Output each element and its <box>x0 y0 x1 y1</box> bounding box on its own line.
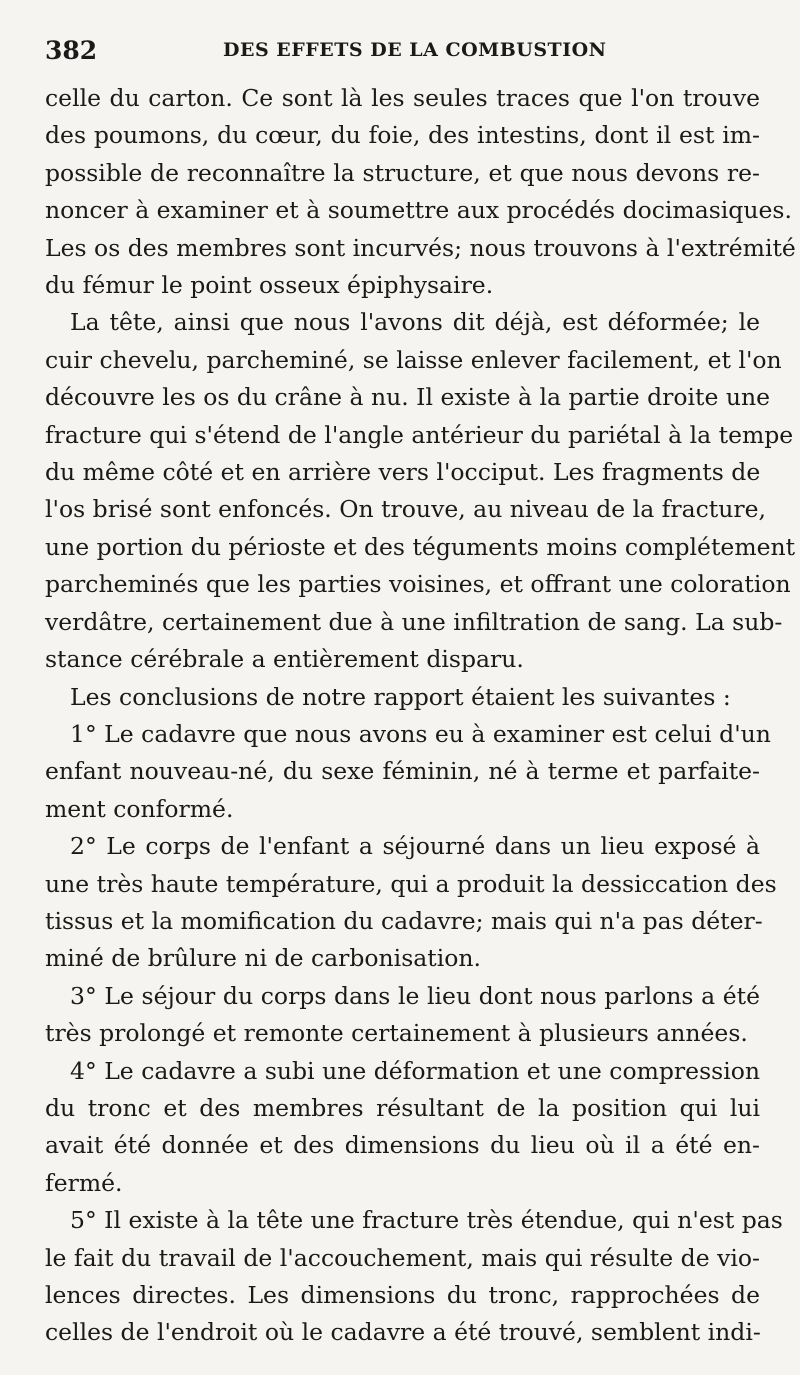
text-line: lences directes. Les dimensions du tronc, rapprochées de <box>45 1281 760 1309</box>
text-line: possible de reconnaître la structure, et que nous devons re- <box>45 158 760 187</box>
text-line: miné de brûlure ni de carbonisation. <box>45 944 481 973</box>
text-line: du fémur le point osseux épiphysaire. <box>45 271 494 300</box>
text-line: Les conclusions de notre rapport étaient les suivantes : <box>70 682 731 711</box>
text-line: noncer à examiner et à soumettre aux procédés docimasiques. <box>45 196 792 225</box>
text-line: fermé. <box>45 1168 123 1197</box>
paragraph <box>45 716 771 828</box>
text-line: 4° Le cadavre a subi une déformation et une compression <box>70 1056 760 1085</box>
page-number: 382 <box>45 36 98 65</box>
text-line: très prolongé et remonte certainement à plusieurs années. <box>45 1019 748 1048</box>
text-line: fracture qui s'étend de l'angle antérieur du pariétal à la tempe <box>45 420 794 449</box>
page-header <box>45 30 760 66</box>
text-line: l'os brisé sont enfoncés. On trouve, au niveau de la fracture, <box>45 495 766 524</box>
text-line: découvre les os du crâne à nu. Il existe à la partie droite une <box>45 383 771 412</box>
text-line: du même côté et en arrière vers l'occiput. Les fragments de <box>45 458 761 487</box>
paragraph <box>45 80 796 304</box>
paragraph <box>45 1202 783 1352</box>
text-line: 2° Le corps de l'enfant a séjourné dans un lieu exposé à <box>70 832 760 861</box>
paragraph <box>45 304 796 678</box>
paragraph <box>45 679 760 716</box>
text-line: 1° Le cadavre que nous avons eu à examiner est celui d'un <box>70 719 771 748</box>
text-line: verdâtre, certainement due à une infiltration de sang. La sub- <box>45 607 783 636</box>
text-line: du tronc et des membres résultant de la position qui lui <box>45 1093 760 1122</box>
body-text <box>45 80 796 1352</box>
text-line: le fait du travail de l'accouchement, mais qui résulte de vio- <box>45 1243 760 1272</box>
text-line: cuir chevelu, parcheminé, se laisse enlever facilement, et l'on <box>45 345 782 374</box>
text-line: une portion du périoste et des téguments moins complétement <box>45 532 796 561</box>
text-line: enfant nouveau-né, du sexe féminin, né à terme et parfaite- <box>45 757 760 786</box>
text-line: ment conformé. <box>45 794 234 823</box>
text-line: Les os des membres sont incurvés; nous trouvons à l'extrémité <box>45 233 796 262</box>
text-line: tissus et la momification du cadavre; mais qui n'a pas déter- <box>45 906 763 935</box>
text-line: 5° Il existe à la tête une fracture très étendue, qui n'est pas <box>70 1206 783 1235</box>
text-line: celle du carton. Ce sont là les seules traces que l'on trouve <box>45 84 760 112</box>
text-line: avait été donnée et des dimensions du lieu où il a été en- <box>45 1131 760 1160</box>
paragraph <box>45 978 760 1053</box>
text-line: une très haute température, qui a produit la dessiccation des <box>45 869 777 898</box>
text-line: La tête, ainsi que nous l'avons dit déjà, est déformée; le <box>70 308 760 337</box>
paragraph <box>45 828 777 978</box>
running-head: DES EFFETS DE LA COMBUSTION <box>223 39 607 61</box>
paragraph <box>45 1053 760 1203</box>
text-line: 3° Le séjour du corps dans le lieu dont nous parlons a été <box>70 981 760 1010</box>
text-line: stance cérébrale a entièrement disparu. <box>45 645 524 674</box>
text-line: des poumons, du cœur, du foie, des intestins, dont il est im- <box>45 121 760 150</box>
text-line: celles de l'endroit où le cadavre a été trouvé, semblent indi- <box>45 1318 761 1347</box>
text-line: parcheminés que les parties voisines, et offrant une coloration <box>45 570 791 599</box>
